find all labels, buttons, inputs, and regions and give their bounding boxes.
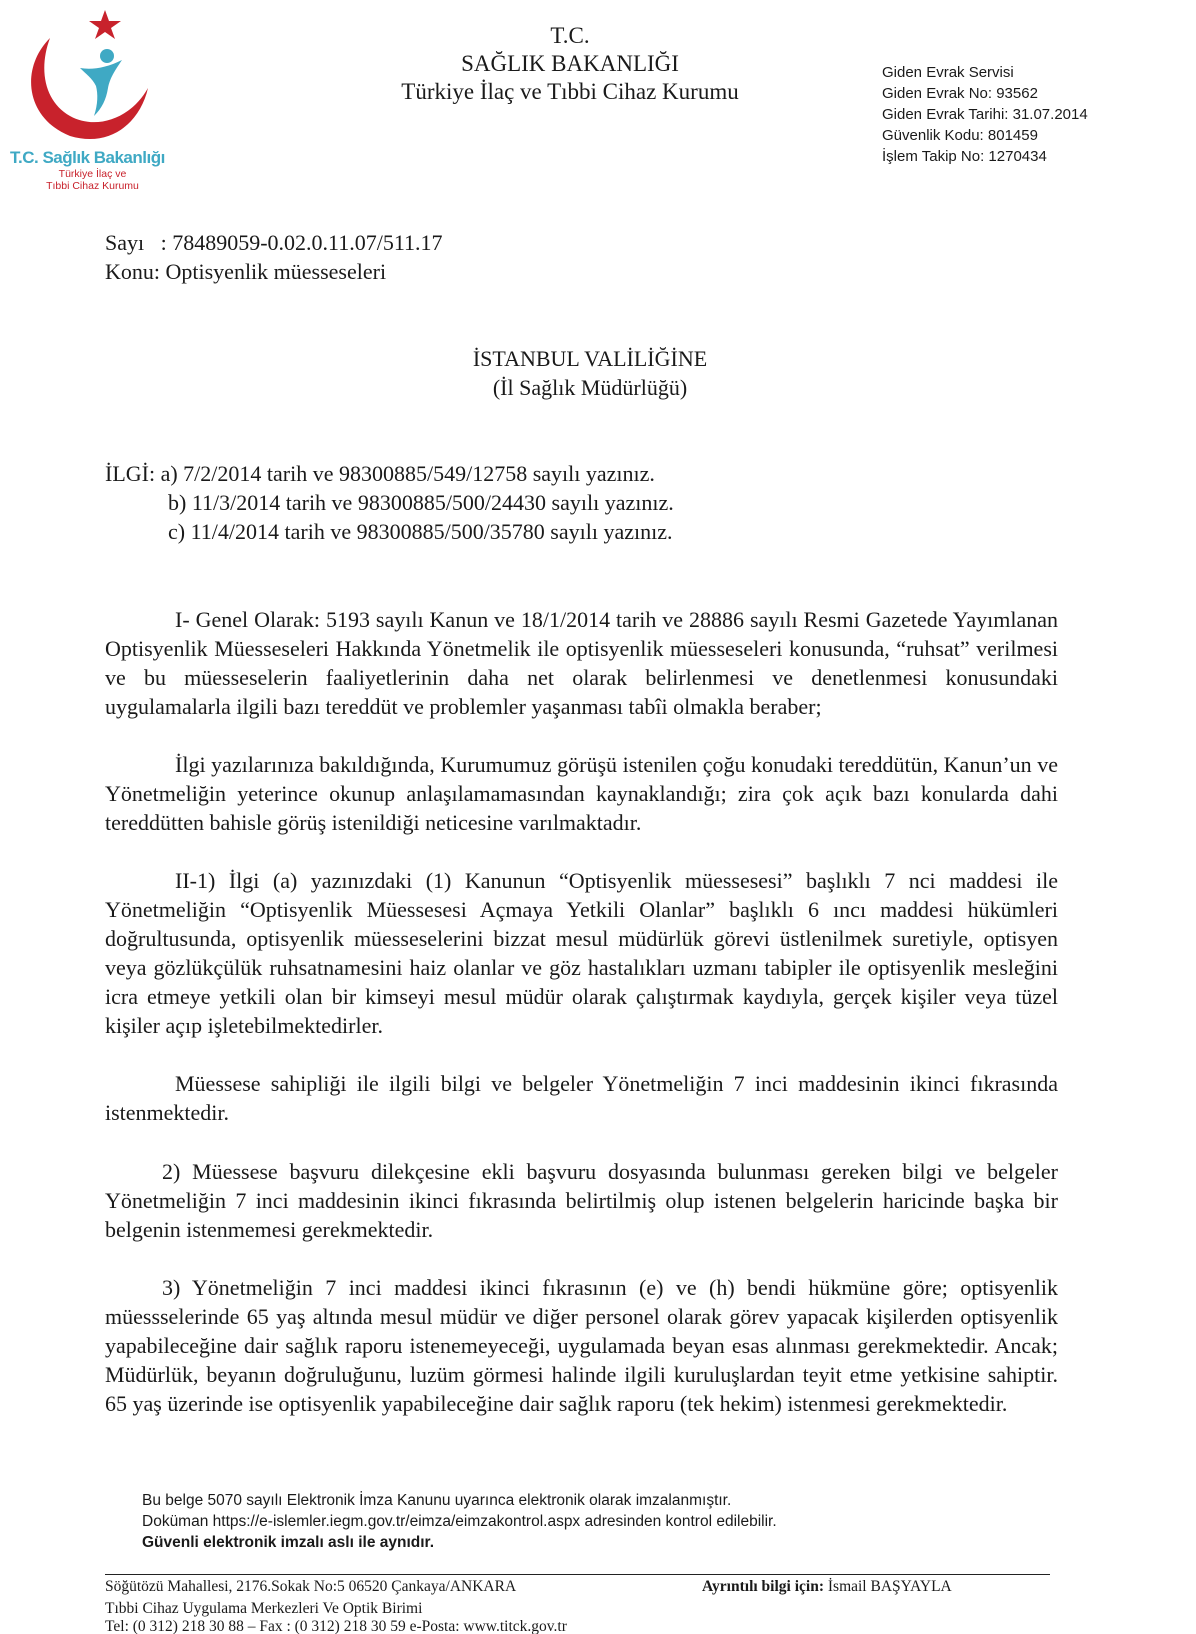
reference-a: İLGİ: a) 7/2/2014 tarih ve 98300885/549/12758 sayılı yazınız. (105, 461, 655, 486)
logo-title: T.C. Sağlık Bakanlığı (10, 148, 165, 167)
document-date: Giden Evrak Tarihi: 31.07.2014 (882, 106, 1088, 123)
tracking-number: İşlem Takip No: 1270434 (882, 148, 1047, 165)
footer-contact: Tel: (0 312) 218 30 88 – Fax : (0 312) 218 30 59 e-Posta: www.titck.gov.tr (105, 1620, 567, 1634)
footer-divider (105, 1574, 1050, 1575)
esignature-line-2: Doküman https://e-islemler.iegm.gov.tr/eimza/eimzakontrol.aspx adresinden kontrol edilebilir. (142, 1513, 777, 1530)
footer-address: Söğütözü Mahallesi, 2176.Sokak No:5 06520 Çankaya/ANKARA (105, 1578, 517, 1595)
footer-info-label: Ayrıntılı bilgi için: (702, 1578, 824, 1595)
paragraph-general: I- Genel Olarak: 5193 sayılı Kanun ve 18/1/2014 tarih ve 28886 sayılı Resmi Gazetede Yayımlanan Optisyenlik Müesseseleri Hakkında Yönetmelik ile optisyenlik müesseseleri konusunda, “ruhsat” verilmesi ve bu müesseselerin faaliyetlerinin daha net olarak belirlenmesi ve denetlenmesi konusundaki uygulamalarla ilgili bazı tereddüt ve problemler yaşanması tabîi olmakla beraber; (105, 607, 1058, 719)
reference-b: b) 11/3/2014 tarih ve 98300885/500/24430 sayılı yazınız. (168, 490, 674, 515)
addressee-title: İSTANBUL VALİLİĞİNE (472, 346, 708, 371)
subject: Konu: Optisyenlik müesseseleri (105, 259, 387, 284)
service-name: Giden Evrak Servisi (882, 64, 1014, 81)
header-ministry: SAĞLIK BAKANLIĞI (461, 51, 679, 76)
reference-c: c) 11/4/2014 tarih ve 98300885/500/35780 sayılı yazınız. (168, 519, 673, 544)
security-code: Güvenlik Kodu: 801459 (882, 127, 1038, 144)
paragraph-review: İlgi yazılarınıza bakıldığında, Kurumumuz görüşü istenilen çoğu konudaki tereddütün, Kanun’un ve Yönetmeliğin yeterince okunup anlaşılamamasından kaynaklandığı; zira çok açık bazı konularda dahi tereddütten bahisle görüş istenildiği neticesine varılmaktadır. (105, 752, 1058, 835)
paragraph-section-2-2: 2) Müessese başvuru dilekçesine ekli başvuru dosyasında bulunması gereken bilgi ve belgeler Yönetmeliğin 7 inci maddesinin ikinci fıkrasında belirtilmiş olup istenen belgelerin haricinde başka bir belgenin istenmemesi gerekmektedir. (105, 1159, 1058, 1242)
header-agency: Türkiye İlaç ve Tıbbi Cihaz Kurumu (401, 79, 739, 104)
footer-unit: Tıbbi Cihaz Uygulama Merkezleri Ve Optik Birimi (105, 1600, 423, 1617)
logo-subtitle-2: Tıbbi Cihaz Kurumu (46, 180, 139, 192)
esignature-note (142, 1490, 777, 1553)
footer-info (702, 1576, 952, 1598)
header-tc: T.C. (550, 23, 590, 48)
paragraph-section-2-1: II-1) İlgi (a) yazınızdaki (1) Kanunun “Optisyenlik müessesesi” başlıklı 7 nci maddesi ile Yönetmeliğin “Optisyenlik Müessesesi Açmaya Yetkili Olanlar” başlıklı 6 ıncı maddesi hükümleri doğrultusunda, optisyenlik müesseselerini bizzat mesul müdürlük görevi üstlenilmek suretiyle, optisyen veya gözlükçülük ruhsatnamesini haiz olanlar ve göz hastalıkları uzmanı tabipler ile optisyenlik mesleğini icra etmeye yetkili olan bir kimseyi mesul müdür olarak çalıştırmak kaydıyla, gerçek kişiler veya tüzel kişiler açıp işletebilmektedirler. (105, 868, 1058, 1038)
paragraph-section-2-3: 3) Yönetmeliğin 7 inci maddesi ikinci fıkrasının (e) ve (h) bendi hükmüne göre; optisyenlik müessselerinde 65 yaş altında mesul müdür ve diğer personel olarak görev yapacak kişilerden optisyenlik yapabileceğine dair sağlık raporu istenemeyeceği, uygulamada beyan esas alınması gerekmektedir. Ancak; Müdürlük, beyanın doğruluğunu, luzüm görmesi halinde ilgili kuruluşlardan teyit etme yetkisine sahiptir. 65 yaş üzerinde ise optisyenlik yapabileceğine dair sağlık raporu (tek hekim) istenmesi gerekmektedir. (105, 1275, 1058, 1416)
esignature-line-1: Bu belge 5070 sayılı Elektronik İmza Kanunu uyarınca elektronik olarak imzalanmıştır. (142, 1492, 732, 1509)
ministry-emblem-icon (10, 8, 175, 143)
logo-subtitle-1: Türkiye İlaç ve (58, 168, 127, 180)
ministry-logo (10, 8, 175, 192)
outgoing-document-info (882, 62, 1088, 167)
footer-info-name: İsmail BAŞYAYLA (824, 1578, 952, 1595)
esignature-line-3: Güvenli elektronik imzalı aslı ile aynıdır. (142, 1534, 435, 1551)
reference-number: Sayı : 78489059-0.02.0.11.07/511.17 (105, 230, 443, 255)
addressee-subtitle: (İl Sağlık Müdürlüğü) (492, 375, 688, 400)
document-number: Giden Evrak No: 93562 (882, 85, 1038, 102)
paragraph-ownership: Müessese sahipliği ile ilgili bilgi ve belgeler Yönetmeliğin 7 inci maddesinin ikinci fıkrasında istenmektedir. (105, 1071, 1058, 1125)
